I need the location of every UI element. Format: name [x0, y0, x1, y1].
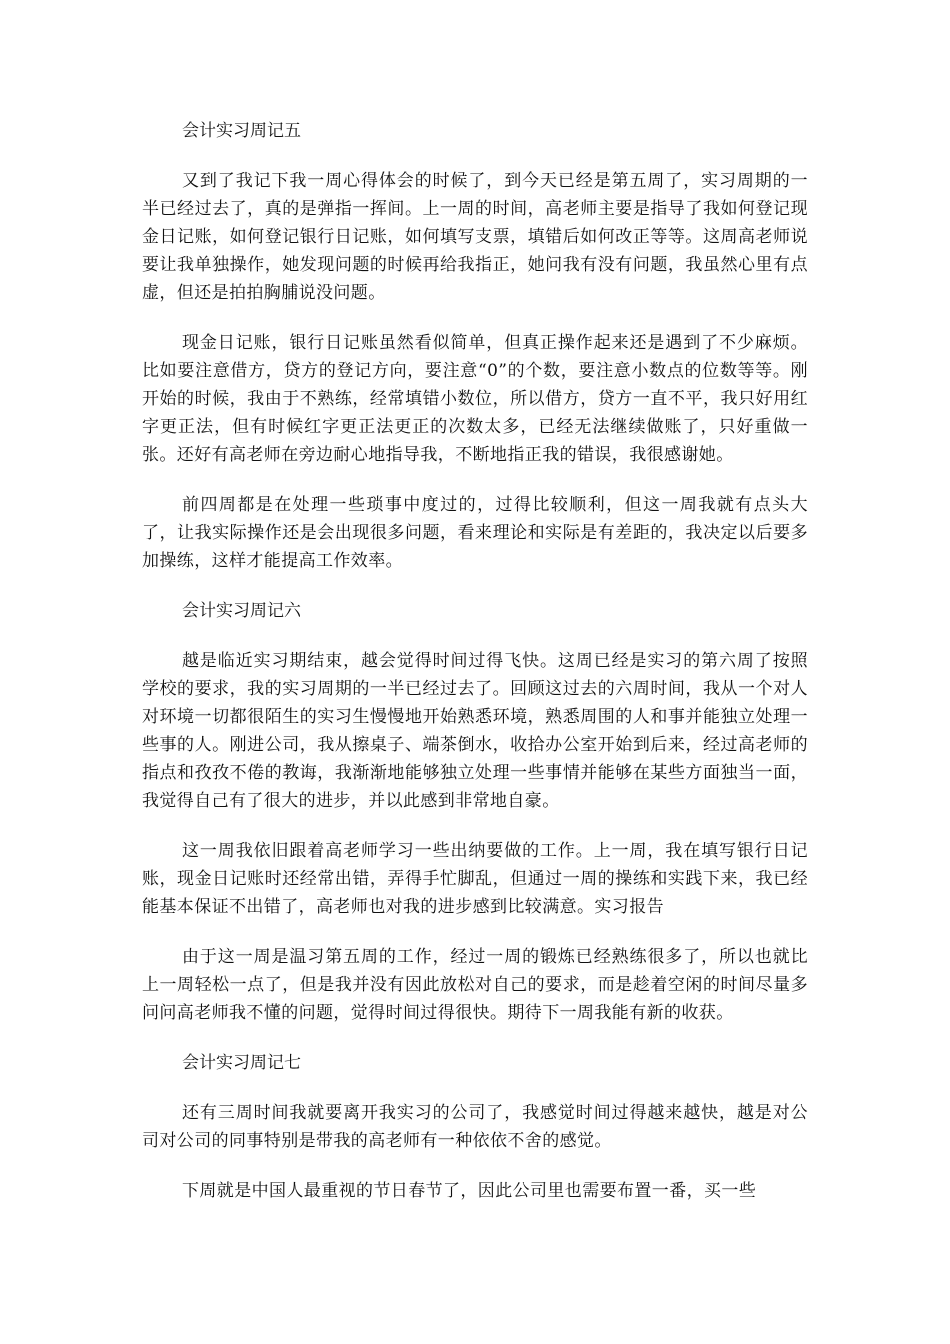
paragraph-week5-1: 又到了我记下我一周心得体会的时候了，到今天已经是第五周了，实习周期的一半已经过去了，真的是弹指一挥间。上一周的时间，高老师主要是指导了我如何登记现金日记账，如何登记银行日记账，如何填写支票，填错后如何改正等等。这周高老师说要让我单独操作，她发现问题的时候再给我指正，她问我有没有问题，我虽然心里有点虚，但还是拍拍胸脯说没问题。	[142, 171, 808, 303]
paragraph-week6-3: 由于这一周是温习第五周的工作，经过一周的锻炼已经熟练很多了，所以也就比上一周轻松一点了，但是我并没有因此放松对自己的要求，而是趁着空闲的时间尽量多问问高老师我不懂的问题，觉得时间过得很快。期待下一周我能有新的收获。	[142, 947, 808, 1023]
section-title-week7: 会计实习周记七	[182, 1053, 301, 1073]
section-title-week5: 会计实习周记五	[182, 121, 301, 141]
paragraph-week7-2: 下周就是中国人最重视的节日春节了，因此公司里也需要布置一番，买一些	[182, 1181, 757, 1201]
paragraph-week6-1: 越是临近实习期结束，越会觉得时间过得飞快。这周已经是实习的第六周了按照学校的要求，我的实习周期的一半已经过去了。回顾这过去的六周时间，我从一个对人对环境一切都很陌生的实习生慢慢地开始熟悉环境，熟悉周围的人和事并能独立处理一些事的人。刚进公司，我从擦桌子、端茶倒水，收拾办公室开始到后来，经过高老师的指点和孜孜不倦的教诲，我渐渐地能够独立处理一些事情并能够在某些方面独当一面，我觉得自己有了很大的进步，并以此感到非常地自豪。	[142, 651, 808, 811]
paragraph-week6-2: 这一周我依旧跟着高老师学习一些出纳要做的工作。上一周，我在填写银行日记账，现金日记账时还经常出错，弄得手忙脚乱，但通过一周的操练和实践下来，我已经能基本保证不出错了，高老师也对我的进步感到比较满意。实习报告	[142, 841, 808, 917]
paragraph-week5-2: 现金日记账，银行日记账虽然看似简单，但真正操作起来还是遇到了不少麻烦。比如要注意借方，贷方的登记方向，要注意“0”的个数，要注意小数点的位数等等。刚开始的时候，我由于不熟练，经常填错小数位，所以借方，贷方一直不平，我只好用红字更正法，但有时候红字更正法更正的次数太多，已经无法继续做账了，只好重做一张。还好有高老师在旁边耐心地指导我，不断地指正我的错误，我很感谢她。	[142, 333, 808, 465]
paragraph-week7-1: 还有三周时间我就要离开我实习的公司了，我感觉时间过得越来越快，越是对公司对公司的同事特别是带我的高老师有一种依依不舍的感觉。	[142, 1103, 808, 1151]
paragraph-week5-3: 前四周都是在处理一些琐事中度过的，过得比较顺利，但这一周我就有点头大了，让我实际操作还是会出现很多问题，看来理论和实际是有差距的，我决定以后要多加操练，这样才能提高工作效率。	[142, 495, 808, 571]
document-page	[142, 117, 808, 1205]
section-title-week6: 会计实习周记六	[182, 601, 301, 621]
